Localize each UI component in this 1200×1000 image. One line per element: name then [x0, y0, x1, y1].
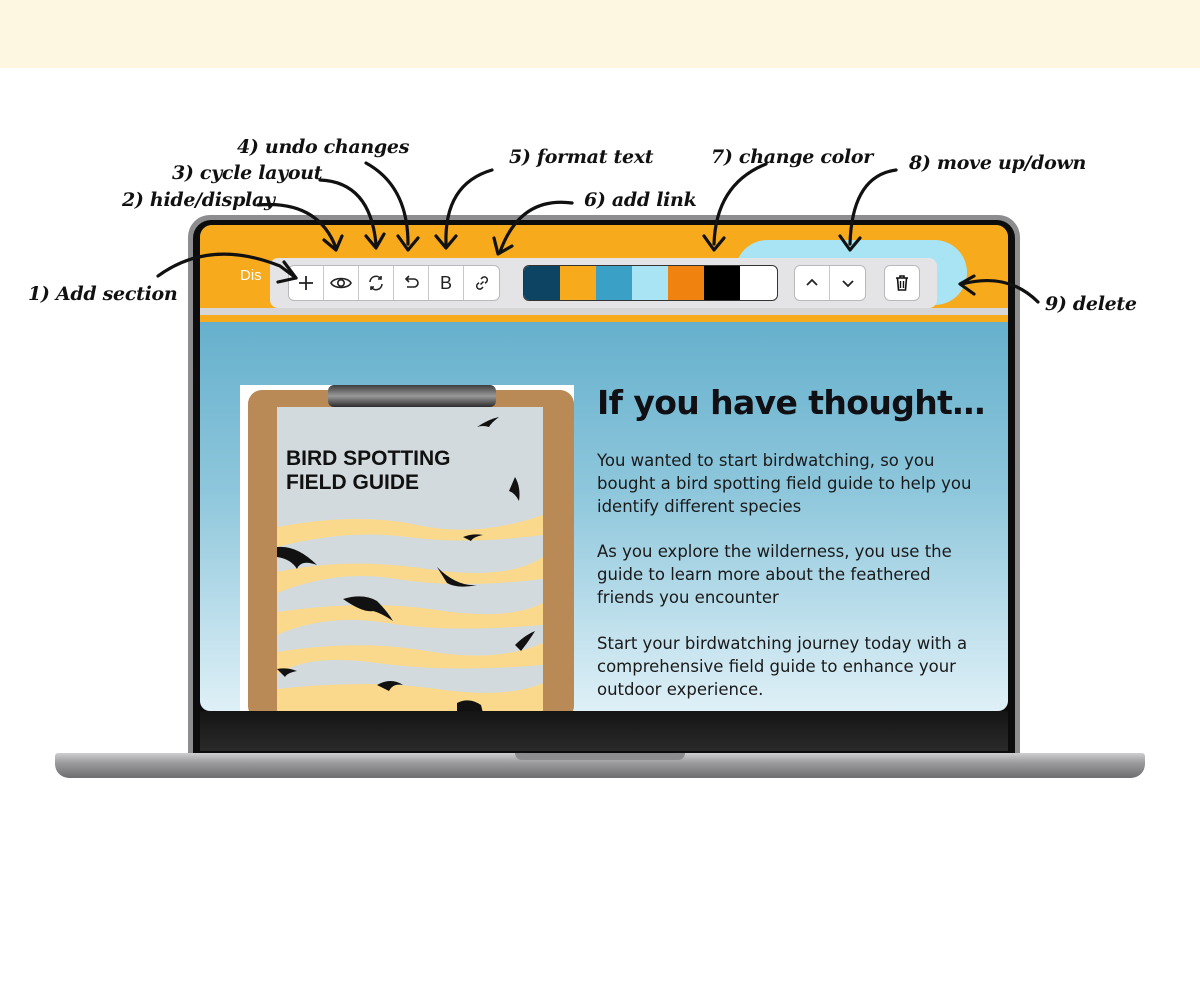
paragraph-1: You wanted to start birdwatching, so you bought a bird spotting field guide to help you identify different species — [597, 451, 972, 516]
swatch-dark-blue[interactable] — [524, 266, 560, 300]
section-toolbar — [270, 258, 937, 308]
chevron-down-icon — [840, 275, 856, 291]
add-link-button[interactable] — [464, 266, 499, 300]
eye-icon — [330, 275, 352, 291]
header-text: Dis — [240, 267, 262, 284]
paragraph-3: Start your birdwatching journey today with a comprehensive field guide to enhance your outdoor experience. — [597, 634, 968, 699]
swatch-yellow[interactable] — [560, 266, 596, 300]
format-text-button[interactable] — [429, 266, 464, 300]
bold-icon: B — [439, 272, 452, 293]
swatch-blue[interactable] — [596, 266, 632, 300]
chevron-up-icon — [804, 275, 820, 291]
guide-cover — [277, 407, 543, 711]
annotation-undo-changes: 4) undo changes — [237, 136, 410, 158]
move-up-button[interactable] — [795, 266, 830, 300]
laptop-screen — [200, 225, 1008, 711]
cycle-layout-button[interactable] — [359, 266, 394, 300]
paragraph-2: As you explore the wilderness, you use the guide to learn more about the feathered friends you encounter — [597, 542, 952, 607]
clipboard-clip — [328, 385, 496, 407]
trash-icon — [894, 274, 910, 292]
move-down-button[interactable] — [830, 266, 865, 300]
top-banner — [0, 0, 1200, 68]
add-section-button[interactable] — [289, 266, 324, 300]
annotation-move-up-down: 8) move up/down — [909, 152, 1087, 174]
header-divider-accent — [200, 315, 1008, 322]
refresh-icon — [367, 274, 385, 292]
swatch-black[interactable] — [704, 266, 740, 300]
color-palette — [523, 265, 778, 301]
swatch-orange[interactable] — [668, 266, 704, 300]
link-icon — [473, 274, 491, 292]
annotation-cycle-layout: 3) cycle layout — [172, 162, 323, 184]
undo-icon — [402, 274, 420, 292]
laptop-notch — [515, 753, 685, 760]
move-group — [794, 265, 866, 301]
keyboard-reflection — [200, 711, 1008, 751]
annotation-change-color: 7) change color — [711, 146, 873, 168]
delete-button[interactable] — [885, 266, 919, 300]
swatch-white[interactable] — [740, 266, 776, 300]
field-guide-image — [240, 385, 574, 711]
plus-icon — [297, 274, 315, 292]
hide-display-button[interactable] — [324, 266, 359, 300]
annotation-add-link: 6) add link — [584, 189, 697, 211]
swatch-light-blue[interactable] — [632, 266, 668, 300]
section-heading: If you have thought… — [597, 383, 985, 422]
toolbar-action-group — [288, 265, 500, 301]
header-divider — [200, 308, 1008, 315]
undo-button[interactable] — [394, 266, 429, 300]
annotation-format-text: 5) format text — [509, 146, 654, 168]
annotation-hide-display: 2) hide/display — [122, 189, 275, 211]
annotation-delete: 9) delete — [1045, 293, 1137, 315]
delete-group — [884, 265, 920, 301]
guide-title-line2: FIELD GUIDE — [286, 471, 420, 494]
annotation-add-section: 1) Add section — [28, 283, 178, 305]
guide-title-line1: BIRD SPOTTING — [286, 447, 451, 470]
guide-title — [286, 447, 451, 495]
